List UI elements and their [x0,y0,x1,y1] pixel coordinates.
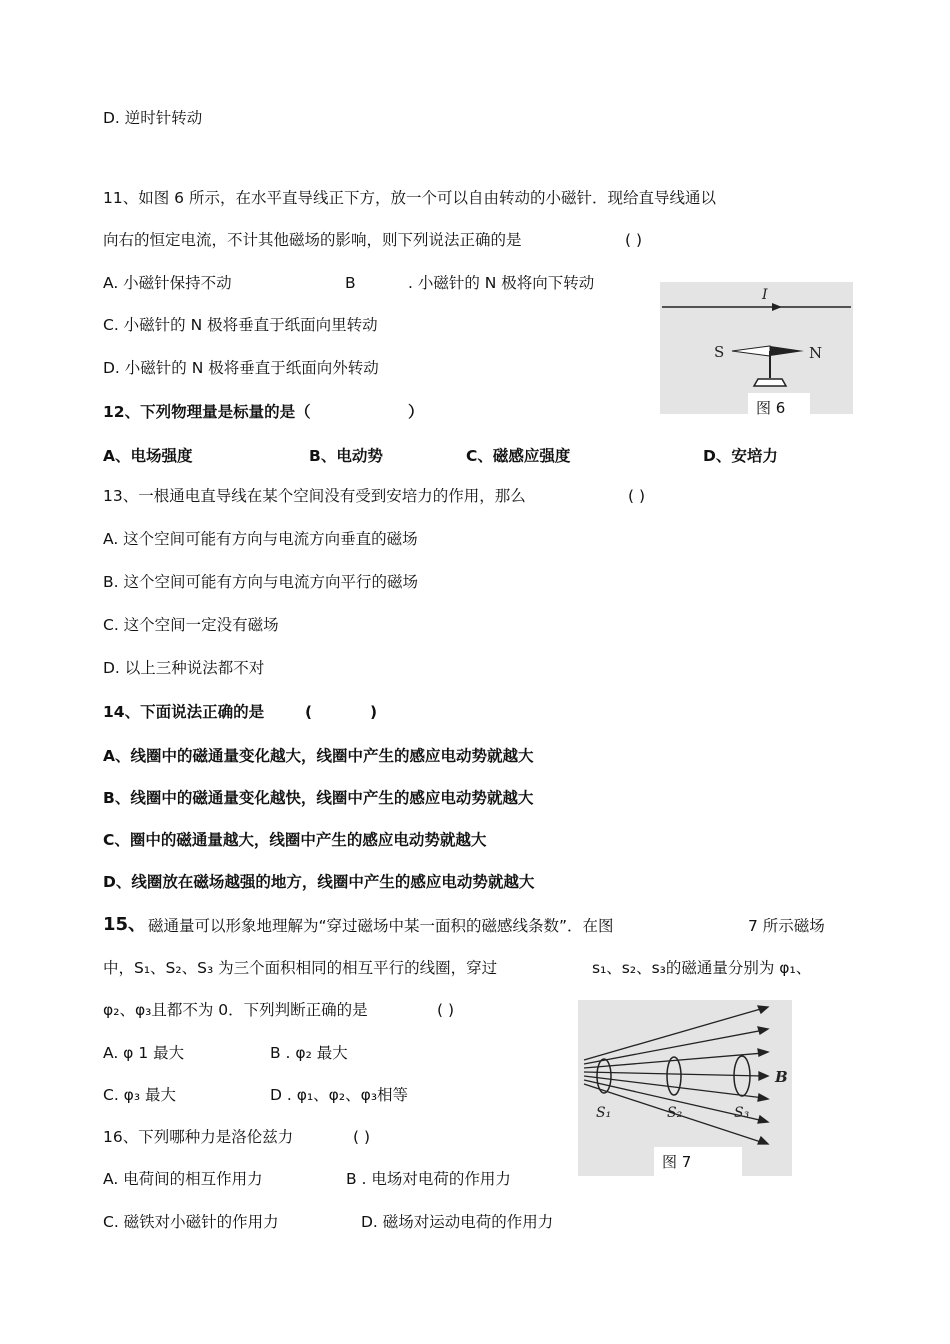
q13-option-b: B. 这个空间可能有方向与电流方向平行的磁场 [103,573,418,591]
q15-stem-line2b: s₁、s₂、s₃的磁通量分别为 φ₁、 [592,959,812,977]
q15-stem-line3: φ₂、φ₃且都不为 0．下列判断正确的是 [103,1001,368,1019]
q15-number: 15、 [103,914,147,935]
q14-paren-open: ( [305,703,313,721]
q12-option-b: B、电动势 [309,447,383,465]
q16-option-a: A. 电荷间的相互作用力 [103,1170,263,1188]
q12-option-a: A、电场强度 [103,447,193,465]
field-label-b: B [775,1068,788,1086]
q11-option-d: D. 小磁针的 N 极将垂直于纸面向外转动 [103,359,379,377]
q15-stem-line2: 中，S₁、S₂、S₃ 为三个面积相同的相互平行的线圈，穿过 [103,959,498,977]
q14-stem: 14、下面说法正确的是 [103,703,265,721]
q13-answer-paren: ( ) [628,487,646,505]
coil-s2-label: S₂ [667,1105,683,1121]
q12-option-c: C、磁感应强度 [466,447,571,465]
south-pole-label: S [714,343,725,361]
figure-7 [578,1000,792,1176]
q15-answer-paren: ( ) [437,1001,455,1019]
coil-s1-label: S₁ [596,1105,612,1121]
q16-stem: 16、下列哪种力是洛伦兹力 [103,1128,294,1146]
q15-option-b: B . φ₂ 最大 [270,1044,348,1062]
needle-stand [754,379,786,386]
q11-answer-paren: ( ) [625,231,643,249]
figure-6 [660,282,853,417]
q11-stem-line2: 向右的恒定电流，不计其他磁场的影响，则下列说法正确的是 [103,231,522,249]
q12-stem: 12、下列物理量是标量的是（ [103,403,311,421]
q12-stem-close: ） [408,403,424,421]
q11-option-c: C. 小磁针的 N 极将垂直于纸面向里转动 [103,316,378,334]
north-pole-label: N [809,344,823,362]
q15-option-a: A. φ 1 最大 [103,1044,185,1062]
q14-option-b: B、线圈中的磁通量变化越快，线圈中产生的感应电动势就越大 [103,789,534,807]
q13-option-c: C. 这个空间一定没有磁场 [103,616,279,634]
q16-option-b: B . 电场对电荷的作用力 [346,1170,511,1188]
q15-option-d: D . φ₁、φ₂、φ₃相等 [270,1086,409,1104]
q16-option-c: C. 磁铁对小磁针的作用力 [103,1213,279,1231]
q13-option-a: A. 这个空间可能有方向与电流方向垂直的磁场 [103,530,418,548]
q14-option-a: A、线圈中的磁通量变化越大，线圈中产生的感应电动势就越大 [103,747,534,765]
q11-option-b-letter: B [345,274,356,292]
q15-stem-line1: 磁通量可以形象地理解为“穿过磁场中某一面积的磁感线条数”．在图 [148,917,614,935]
q14-paren-close: ) [370,703,378,721]
q14-option-c: C、圈中的磁通量越大，线圈中产生的感应电动势就越大 [103,831,487,849]
q10-option-d: D. 逆时针转动 [103,109,203,127]
q13-option-d: D. 以上三种说法都不对 [103,659,265,677]
figure-6-label: 图 6 [748,393,810,423]
q16-answer-paren: ( ) [353,1128,371,1146]
q13-stem: 13、一根通电直导线在某个空间没有受到安培力的作用，那么 [103,487,526,505]
q15-option-c: C. φ₃ 最大 [103,1086,177,1104]
q12-option-d: D、安培力 [703,447,778,465]
q11-stem-line1: 11、如图 6 所示，在水平直导线正下方，放一个可以自由转动的小磁针．现给直导线通以 [103,189,716,207]
q11-option-b-text: . 小磁针的 N 极将向下转动 [408,274,595,292]
q15-figure-ref: 7 所示磁场 [748,917,825,935]
figure-7-label: 图 7 [654,1147,742,1177]
q14-option-d: D、线圈放在磁场越强的地方，线圈中产生的感应电动势就越大 [103,873,535,891]
coil-s3-label: S₃ [734,1105,750,1121]
current-label: I [762,287,768,303]
q16-option-d: D. 磁场对运动电荷的作用力 [361,1213,554,1231]
q11-option-a: A. 小磁针保持不动 [103,274,232,292]
